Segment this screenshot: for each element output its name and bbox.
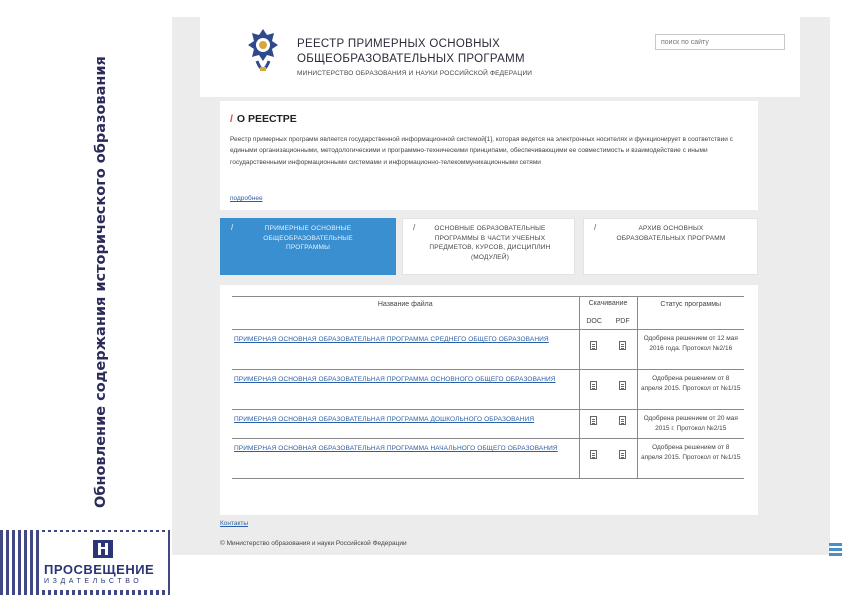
- about-section: [220, 101, 758, 210]
- slide-title-area: [0, 0, 120, 520]
- col-download-header: Скачивание DOC PDF: [579, 297, 637, 330]
- pdf-file-icon[interactable]: [619, 416, 626, 425]
- status-text: Одобрена решением от 8 апреля 2015. Протокол от №1/15: [637, 370, 744, 410]
- col-status-header: Статус программы: [637, 297, 744, 330]
- col-doc-header: DOC: [586, 318, 602, 325]
- tile-subject-programs[interactable]: [402, 218, 575, 275]
- site-subtitle: МИНИСТЕРСТВО ОБРАЗОВАНИЯ И НАУКИ РОССИЙСКОЙ ФЕДЕРАЦИИ: [297, 70, 533, 77]
- doc-file-icon[interactable]: [590, 416, 597, 425]
- about-text: Реестр примерных программ является государственной информационной системой[1], которая ведется на электронных носителях и функционирует в соответствии с едиными организационными, методологическими и программно-техническими принципами, обеспечивающими ее совместимость и взаимодействие с иными государственными информационными системами и информационно-телекоммуникационными сетями: [230, 136, 733, 166]
- table-row: [232, 439, 744, 479]
- doc-file-icon[interactable]: [590, 381, 597, 390]
- more-link[interactable]: подробнее: [230, 195, 263, 202]
- status-text: Одобрена решением от 12 мая 2016 года. Протокол №2/16: [637, 330, 744, 370]
- slash-marker: /: [231, 223, 234, 232]
- contacts-link[interactable]: Контакты: [220, 520, 249, 527]
- table-row: [232, 410, 744, 439]
- table-header-row: [232, 297, 744, 330]
- pdf-file-icon[interactable]: [619, 450, 626, 459]
- doc-file-icon[interactable]: [590, 341, 597, 350]
- tile-archive[interactable]: [583, 218, 758, 275]
- program-link[interactable]: ПРИМЕРНАЯ ОСНОВНАЯ ОБРАЗОВАТЕЛЬНАЯ ПРОГРАММА ОСНОВНОГО ОБЩЕГО ОБРАЗОВАНИЯ: [234, 376, 556, 383]
- slash-marker: /: [594, 223, 597, 232]
- pdf-file-icon[interactable]: [619, 341, 626, 350]
- website-screenshot: [172, 17, 830, 555]
- site-header: [200, 17, 800, 97]
- slide-vertical-title: Обновление содержания исторического образования: [93, 56, 109, 508]
- doc-file-icon[interactable]: [590, 450, 597, 459]
- slash-marker: /: [413, 223, 416, 232]
- tile-approximate-programs[interactable]: [220, 218, 396, 275]
- copyright-text: © Министерство образования и науки Российской Федерации: [220, 540, 407, 547]
- publisher-logo: [0, 530, 170, 595]
- status-text: Одобрена решением от 8 апреля 2015. Протокол от №1/15: [637, 439, 744, 479]
- table-row: [232, 330, 744, 370]
- ministry-emblem-icon: [246, 27, 280, 79]
- col-name-header: Название файла: [232, 297, 579, 330]
- slash-marker: /: [230, 113, 233, 125]
- files-table: [232, 296, 744, 479]
- status-text: Одобрена решением от 20 мая 2015 г. Протокол №2/15: [637, 410, 744, 439]
- menu-lines-icon: [829, 543, 842, 563]
- tile-label: АРХИВ ОСНОВНЫХ ОБРАЗОВАТЕЛЬНЫХ ПРОГРАММ: [616, 225, 726, 242]
- publisher-emblem-icon: [92, 538, 114, 560]
- program-link[interactable]: ПРИМЕРНАЯ ОСНОВНАЯ ОБРАЗОВАТЕЛЬНАЯ ПРОГРАММА ДОШКОЛЬНОГО ОБРАЗОВАНИЯ: [234, 416, 535, 423]
- pdf-file-icon[interactable]: [619, 381, 626, 390]
- tile-label: ПРИМЕРНЫЕ ОСНОВНЫЕ ОБЩЕОБРАЗОВАТЕЛЬНЫЕ ПРОГРАММЫ: [263, 225, 353, 251]
- site-title: РЕЕСТР ПРИМЕРНЫХ ОСНОВНЫХ ОБЩЕОБРАЗОВАТЕЛЬНЫХ ПРОГРАММ: [297, 38, 525, 65]
- program-link[interactable]: ПРИМЕРНАЯ ОСНОВНАЯ ОБРАЗОВАТЕЛЬНАЯ ПРОГРАММА СРЕДНЕГО ОБЩЕГО ОБРАЗОВАНИЯ: [234, 336, 549, 343]
- tile-label: ОСНОВНЫЕ ОБРАЗОВАТЕЛЬНЫЕ ПРОГРАММЫ В ЧАСТИ УЧЕБНЫХ ПРЕДМЕТОВ, КУРСОВ, ДИСЦИПЛИН (МОДУЛЕЙ): [429, 225, 551, 261]
- publisher-name: ПРОСВЕЩЕНИЕ: [44, 562, 155, 577]
- table-row: [232, 370, 744, 410]
- about-heading: / О РЕЕСТРЕ: [230, 113, 297, 125]
- search-input[interactable]: [655, 34, 785, 50]
- col-pdf-header: PDF: [615, 318, 630, 325]
- files-panel: [220, 285, 758, 515]
- publisher-subname: ИЗДАТЕЛЬСТВО: [44, 578, 143, 585]
- program-link[interactable]: ПРИМЕРНАЯ ОСНОВНАЯ ОБРАЗОВАТЕЛЬНАЯ ПРОГРАММА НАЧАЛЬНОГО ОБЩЕГО ОБРАЗОВАНИЯ: [234, 445, 558, 452]
